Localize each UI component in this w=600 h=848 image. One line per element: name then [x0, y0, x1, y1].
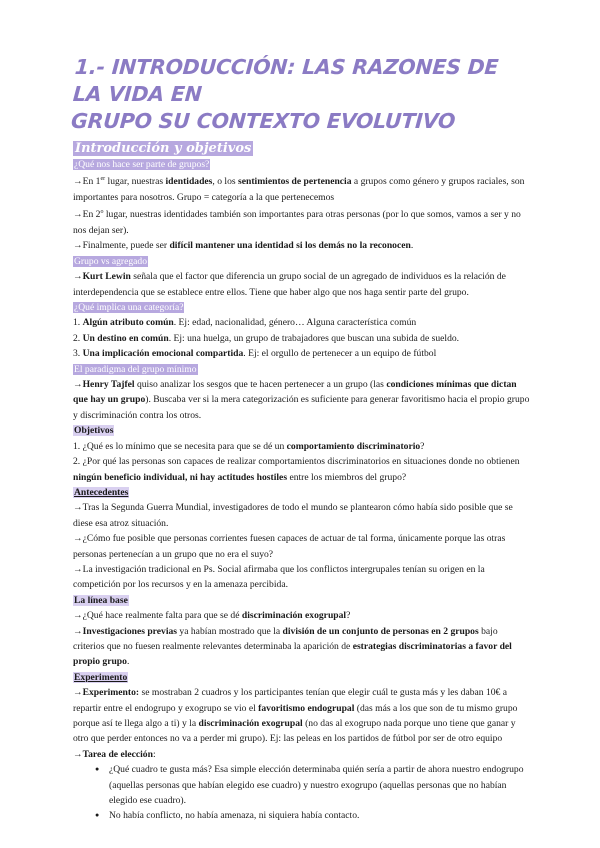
- page-title: 1.- INTRODUCCIÓN: LAS RAZONES DE LA VIDA EN GRUPO SU CONTEXTO EVOLUTIVO: [70, 55, 500, 133]
- paragraph: →¿Cómo fue posible que personas corrientes fuesen capaces de actuar de tal forma, únicamente porque las otras personas pertenecían a un grupo que no era el suyo?: [73, 533, 506, 560]
- section-subtitle: Introducción y objetivos: [75, 141, 252, 156]
- list-item: 2. Un destino en común. Ej: una huelga, un grupo de trabajadores que buscan una subida de sueldo.: [73, 332, 460, 344]
- paragraph-tarea: →Tarea de elección:: [73, 748, 156, 760]
- list-item: 3. Una implicación emocional compartida. Ej: el orgullo de pertenecer a un equipo de fútbol: [73, 348, 437, 360]
- heading-grupo-vs-agregado: Grupo vs agregado: [74, 255, 147, 267]
- heading-antecedentes: Antecedentes: [74, 486, 129, 498]
- paragraph: →La investigación tradicional en Ps. Social afirmaba que los conflictos intergrupales tenían su origen en la competición por los recursos y en la amenaza percibida.: [73, 563, 485, 591]
- heading-parte-de-grupos: ¿Qué nos hace ser parte de grupos?: [74, 159, 210, 170]
- paragraph: →Tras la Segunda Guerra Mundial, investigadores de todo el mundo se plantearon cómo había sido posible que se diese esa atroz situación.: [73, 502, 513, 529]
- paragraph-finalmente: →Finalmente, puede ser difícil mantener una identidad si los demás no la reconocen.: [73, 240, 414, 252]
- heading-objetivos: Objetivos: [74, 425, 114, 437]
- bullet-list: [73, 762, 530, 824]
- paragraph-otras-personas: →En 2$^o$ lugar, nuestras identidades también son importantes para otras personas (por lo que somos, vamos a ser y no nos dejan ser).: [73, 209, 521, 236]
- paragraph: →¿Qué hace realmente falta para que se dé discriminación exogrupal?: [73, 610, 351, 622]
- heading-grupo-minimo: El paradigma del grupo mínimo: [74, 363, 197, 375]
- heading-experimento: Experimento: [74, 671, 128, 683]
- list-item: ● No había conflicto, no había amenaza, ni siquiera había contacto.: [95, 808, 530, 823]
- paragraph-tajfel: →Henry Tajfel quiso analizar los sesgos que te hacen pertenecer a un grupo (las condiciones mínimas que dictan que hay un grupo). Buscaba ver si la mera categorización es suficiente para generar favoritismo hacia el propio grupo y discriminación contra los otros.: [73, 379, 530, 421]
- heading-linea-base: La línea base: [74, 594, 128, 606]
- list-item: 2. ¿Por qué las personas son capaces de realizar comportamientos discriminatorios en situaciones donde no obtienen ningún beneficio individual, ni hay actitudes hostiles entre los miembros del grupo?: [73, 456, 520, 483]
- heading-categoria: ¿Qué implica una categoría?: [74, 302, 184, 314]
- paragraph: →Investigaciones previas ya habían mostrado que la división de un conjunto de personas en 2 grupos bajo criterios que no fuesen realmente relevantes determinaba la aparición de estrategias discriminatorias a favor del propio grupo.: [73, 625, 512, 668]
- paragraph-kurt-lewin: →Kurt Lewin señala que el factor que diferencia un grupo social de un agregado de individuos es la relación de interdependencia que se establece entre ellos. Tiene que haber algo que nos haga sentir parte del grupo.: [73, 271, 506, 298]
- list-item: ● ¿Qué cuadro te gusta más? Esa simple elección determinaba quién sería a partir de ahora nuestro endogrupo (aquellas personas que habían elegido ese cuadro) y nuestro exogrupo (aquellas personas que no habían elegido ese cuadro).: [95, 762, 530, 808]
- list-item: 1. ¿Qué es lo mínimo que se necesita para que se dé un comportamiento discriminatorio?: [73, 440, 425, 452]
- list-item: 1. Algún atributo común. Ej: edad, nacionalidad, género… Alguna característica común: [73, 317, 417, 329]
- paragraph-identidades: →En 1er lugar, nuestras identidades, o los sentimientos de pertenencia a grupos como género y grupos raciales, son importantes para nosotros. Grupo = categoría a la que pertenecemos: [73, 176, 525, 203]
- paragraph-experimento: →Experimento: se mostraban 2 cuadros y los participantes tenían que elegir cuál te gusta más y les daban 10€ a repartir entre el endogrupo y exogrupo se vio el favoritismo endogrupal (das más a los que son de tu mismo grupo porque así te llega algo a ti) y la discriminación exogrupal (no das al exogrupo nada porque uno tiene que ganar y otro que perder entonces no va a perder mi grupo). Ej: las peleas en los partidos de fútbol por ser de otro equipo: [73, 687, 518, 745]
